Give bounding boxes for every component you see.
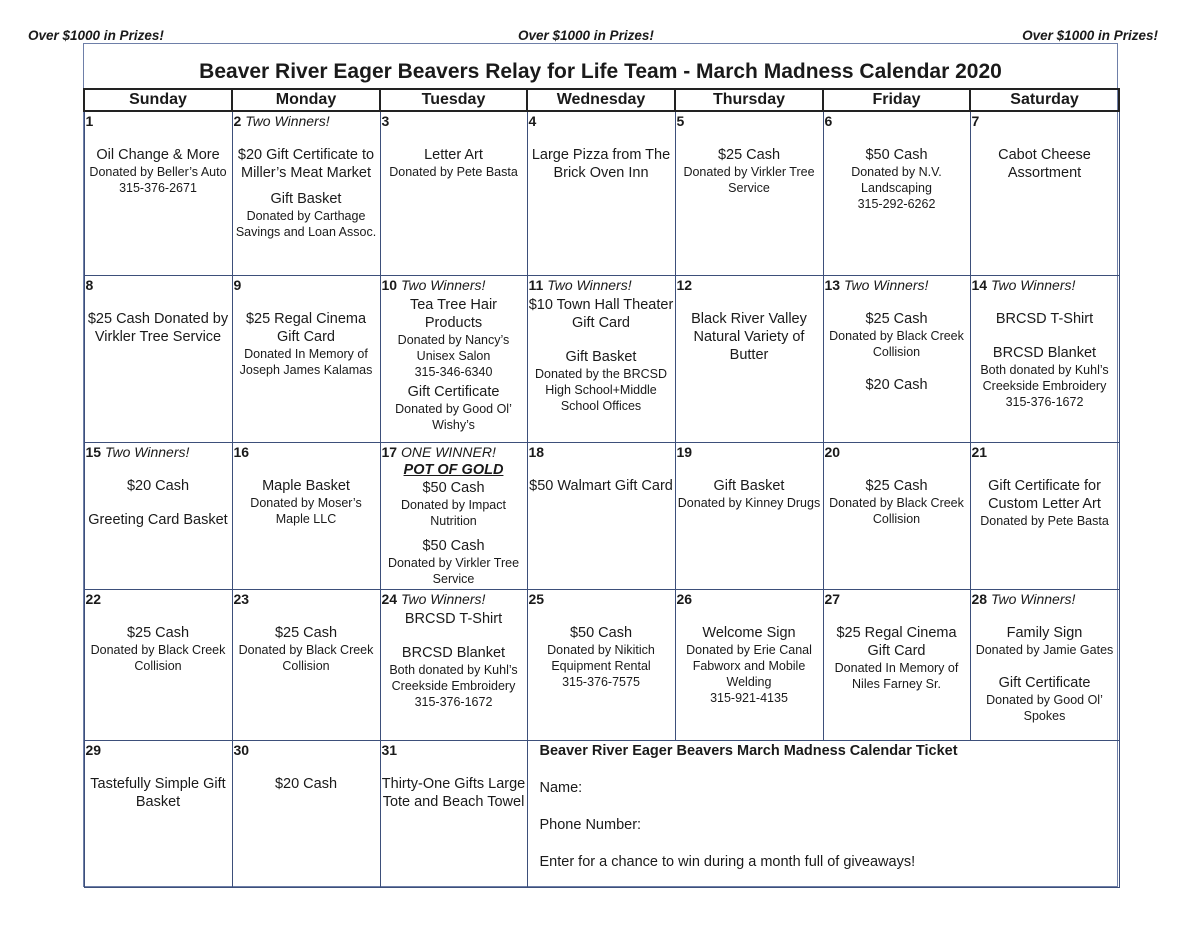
- donor: Donated by Black Creek Collision: [829, 495, 964, 526]
- day-number: 9: [233, 276, 242, 293]
- day-cell-25: [527, 589, 675, 740]
- ticket-entry-note: Enter for a chance to win during a month full of giveaways!: [539, 853, 916, 870]
- day-cell-24: [380, 589, 527, 740]
- donor: Donated by Black Creek Collision: [829, 328, 964, 359]
- donor: Donated by N.V. Landscaping: [851, 165, 942, 195]
- prize: Tastefully Simple Gift Basket: [90, 775, 226, 810]
- donor: Both donated by Kuhl’s Creekside Embroidery: [980, 362, 1109, 393]
- week-row: [84, 589, 1119, 740]
- weekday-saturday: Saturday: [970, 89, 1119, 111]
- prize: $50 Cash: [569, 624, 633, 641]
- donor: Donated In Memory of Joseph James Kalamas: [239, 346, 373, 377]
- winner-note: Two Winners!: [104, 443, 190, 460]
- day-number: 4: [528, 113, 537, 129]
- prize: Letter Art: [424, 147, 483, 163]
- prize: BRCSD Blanket: [992, 344, 1097, 361]
- day-number: 22: [85, 590, 102, 607]
- donor: Donated by Good Ol’ Spokes: [986, 692, 1103, 723]
- day-cell-19: [675, 442, 823, 589]
- day-cell-15: [84, 442, 232, 589]
- prize: Gift Certificate for Custom Letter Art: [988, 477, 1101, 512]
- prize: Welcome Sign: [702, 624, 796, 641]
- day-number: 3: [381, 113, 390, 129]
- prize: $25 Cash Donated by Virkler Tree Service: [87, 310, 229, 345]
- prize: Gift Certificate: [998, 674, 1091, 691]
- day-number: 6: [824, 113, 833, 129]
- prize: $20 Cash: [865, 376, 928, 393]
- day-cell-29: [84, 740, 232, 887]
- day-cell-31: [380, 740, 527, 887]
- prize: Gift Certificate: [407, 383, 500, 400]
- prize: Family Sign: [1006, 624, 1083, 641]
- winner-note: Two Winners!: [245, 113, 330, 129]
- day-number: 30: [233, 741, 250, 758]
- phone-number: 315-292-6262: [857, 197, 936, 211]
- ticket-name-field[interactable]: Name:: [539, 779, 583, 796]
- donor: Both donated by Kuhl’s Creekside Embroidery: [389, 662, 518, 693]
- prize: $20 Cash: [126, 477, 190, 494]
- day-cell-7: [970, 111, 1119, 275]
- winner-note: Two Winners!: [400, 276, 486, 293]
- day-number: 7: [971, 113, 980, 129]
- day-cell-21: [970, 442, 1119, 589]
- weekday-wednesday: Wednesday: [527, 89, 675, 111]
- donor: Donated by Black Creek Collision: [238, 642, 374, 673]
- phone-number: 315-376-2671: [119, 181, 197, 195]
- prize: $50 Cash: [422, 537, 485, 554]
- donor: Donated by Beller’s Auto: [89, 165, 227, 179]
- donor: Donated by Black Creek Collision: [90, 642, 226, 673]
- winner-note: Two Winners!: [843, 276, 929, 293]
- donor: Donated In Memory of Niles Farney Sr.: [834, 660, 959, 691]
- phone-number: 315-376-1672: [1005, 394, 1084, 409]
- day-cell-14: [970, 275, 1119, 442]
- week-row: [84, 740, 1119, 887]
- pot-of-gold-label: POT OF GOLD: [403, 461, 504, 478]
- weekday-friday: Friday: [823, 89, 970, 111]
- winner-note: ONE WINNER!: [400, 443, 496, 460]
- day-cell-26: [675, 589, 823, 740]
- ticket-title: Beaver River Eager Beavers March Madness Calendar Ticket: [539, 742, 958, 759]
- prize: $50 Cash: [865, 147, 928, 163]
- weekday-monday: Monday: [232, 89, 380, 111]
- donor: Donated by Pete Basta: [980, 513, 1109, 528]
- prize: Gift Basket: [270, 191, 342, 207]
- day-number: 26: [676, 590, 693, 607]
- donor: Donated by Jamie Gates: [975, 642, 1114, 657]
- weekday-thursday: Thursday: [675, 89, 823, 111]
- prize: Tea Tree Hair Products: [409, 296, 498, 331]
- donor: Donated by Erie Canal Fabworx and Mobile Welding: [686, 642, 812, 689]
- day-cell-8: [84, 275, 232, 442]
- day-number: 17 ONE WINNER!: [381, 443, 496, 460]
- donor: Donated by Nancy’s Unisex Salon: [397, 332, 510, 363]
- week-row: [84, 442, 1119, 589]
- weekday-header-row: [84, 89, 1119, 111]
- winner-note: Two Winners!: [547, 276, 632, 293]
- donor: Donated by Moser’s Maple LLC: [250, 495, 362, 526]
- donor: Donated by Kinney Drugs: [677, 495, 821, 510]
- day-number: 20: [824, 443, 841, 460]
- prize: $25 Regal Cinema Gift Card: [836, 624, 957, 659]
- day-cell-2: [232, 111, 380, 275]
- donor: Donated by Nikitich Equipment Rental: [547, 642, 655, 673]
- day-cell-5: [675, 111, 823, 275]
- donor: Donated by Impact Nutrition: [401, 497, 506, 528]
- phone-number: 315-346-6340: [414, 364, 493, 379]
- day-number: 2 Two Winners!: [233, 113, 330, 129]
- prize: $10 Town Hall Theater Gift Card: [528, 296, 674, 331]
- prize: $25 Cash: [865, 477, 928, 494]
- prize: Maple Basket: [262, 477, 350, 494]
- prize: $25 Regal Cinema Gift Card: [245, 310, 367, 345]
- day-number: 18: [528, 443, 545, 460]
- day-number: 23: [233, 590, 250, 607]
- day-number: 27: [824, 590, 841, 607]
- week-row: [84, 111, 1119, 275]
- day-number: 29: [85, 741, 102, 758]
- donor: Donated by the BRCSD High School+Middle School Offices: [534, 366, 667, 413]
- day-number: 14 Two Winners!: [971, 276, 1076, 293]
- prize: Black River Valley Natural Variety of Butter: [691, 310, 807, 363]
- day-number: 21: [971, 443, 988, 460]
- day-number: 8: [85, 276, 94, 293]
- prize: Cabot Cheese Assortment: [998, 147, 1091, 181]
- day-cell-23: [232, 589, 380, 740]
- prize: $25 Cash: [865, 310, 928, 327]
- donor: Donated by Good Ol’ Wishy’s: [395, 401, 512, 432]
- day-cell-9: [232, 275, 380, 442]
- prize: Large Pizza from The Brick Oven Inn: [531, 147, 671, 181]
- day-cell-27: [823, 589, 970, 740]
- day-cell-20: [823, 442, 970, 589]
- day-number: 10 Two Winners!: [381, 276, 486, 293]
- calendar-grid: [83, 88, 1120, 888]
- day-number: 31: [381, 741, 398, 758]
- day-cell-17: [380, 442, 527, 589]
- day-number: 16: [233, 443, 250, 460]
- phone-number: 315-376-1672: [414, 694, 493, 709]
- day-cell-10: [380, 275, 527, 442]
- day-number: 24 Two Winners!: [381, 590, 486, 607]
- entry-ticket: [527, 740, 1119, 887]
- prize: Thirty-One Gifts Large Tote and Beach Towel: [381, 775, 526, 810]
- day-cell-4: [527, 111, 675, 275]
- promo-banner-right: Over $1000 in Prizes!: [1022, 28, 1158, 43]
- day-number: 15 Two Winners!: [85, 443, 190, 460]
- promo-banner-left: Over $1000 in Prizes!: [28, 28, 164, 43]
- day-cell-22: [84, 589, 232, 740]
- prize: BRCSD Blanket: [401, 644, 506, 661]
- prize: Gift Basket: [713, 477, 785, 494]
- day-cell-6: [823, 111, 970, 275]
- prize: $20 Gift Certificate to Miller’s Meat Market: [237, 147, 375, 181]
- donor: Donated by Pete Basta: [389, 165, 518, 179]
- weekday-sunday: Sunday: [84, 89, 232, 111]
- day-number: 12: [676, 276, 693, 293]
- donor: Donated by Virkler Tree Service: [387, 555, 520, 586]
- day-cell-28: [970, 589, 1119, 740]
- winner-note: Two Winners!: [990, 590, 1076, 607]
- day-number: 19: [676, 443, 693, 460]
- day-cell-13: [823, 275, 970, 442]
- prize: $50 Walmart Gift Card: [529, 477, 673, 494]
- prize: $25 Cash: [126, 624, 190, 641]
- prize: $25 Cash: [274, 624, 338, 641]
- prize: $20 Cash: [274, 775, 338, 792]
- prize: $50 Cash: [422, 479, 485, 496]
- promo-banner-center: Over $1000 in Prizes!: [518, 28, 654, 43]
- winner-note: Two Winners!: [990, 276, 1076, 293]
- phone-number: 315-921-4135: [710, 690, 788, 705]
- prize: Oil Change & More: [96, 147, 220, 163]
- page-title: Beaver River Eager Beavers Relay for Life Team - March Madness Calendar 2020: [199, 60, 1002, 83]
- day-number: 5: [676, 113, 685, 129]
- phone-number: 315-376-7575: [562, 674, 640, 689]
- prize: BRCSD T-Shirt: [404, 610, 503, 627]
- prize: Greeting Card Basket: [88, 511, 228, 528]
- prize: $25 Cash: [717, 147, 781, 163]
- prize: BRCSD T-Shirt: [995, 310, 1094, 327]
- day-number: 13 Two Winners!: [824, 276, 929, 293]
- donor: Donated by Virkler Tree Service: [683, 165, 815, 195]
- day-number: 25: [528, 590, 545, 607]
- day-cell-3: [380, 111, 527, 275]
- donor: Donated by Carthage Savings and Loan Assoc.: [235, 209, 377, 239]
- day-number: 11 Two Winners!: [528, 276, 632, 293]
- prize: Gift Basket: [565, 348, 637, 365]
- day-number: 1: [85, 113, 94, 129]
- week-row: [84, 275, 1119, 442]
- day-cell-30: [232, 740, 380, 887]
- winner-note: Two Winners!: [400, 590, 486, 607]
- day-cell-16: [232, 442, 380, 589]
- day-cell-18: [527, 442, 675, 589]
- weekday-tuesday: Tuesday: [380, 89, 527, 111]
- day-cell-1: [84, 111, 232, 275]
- day-cell-12: [675, 275, 823, 442]
- day-cell-11: [527, 275, 675, 442]
- ticket-phone-field[interactable]: Phone Number:: [539, 816, 642, 833]
- day-number: 28 Two Winners!: [971, 590, 1076, 607]
